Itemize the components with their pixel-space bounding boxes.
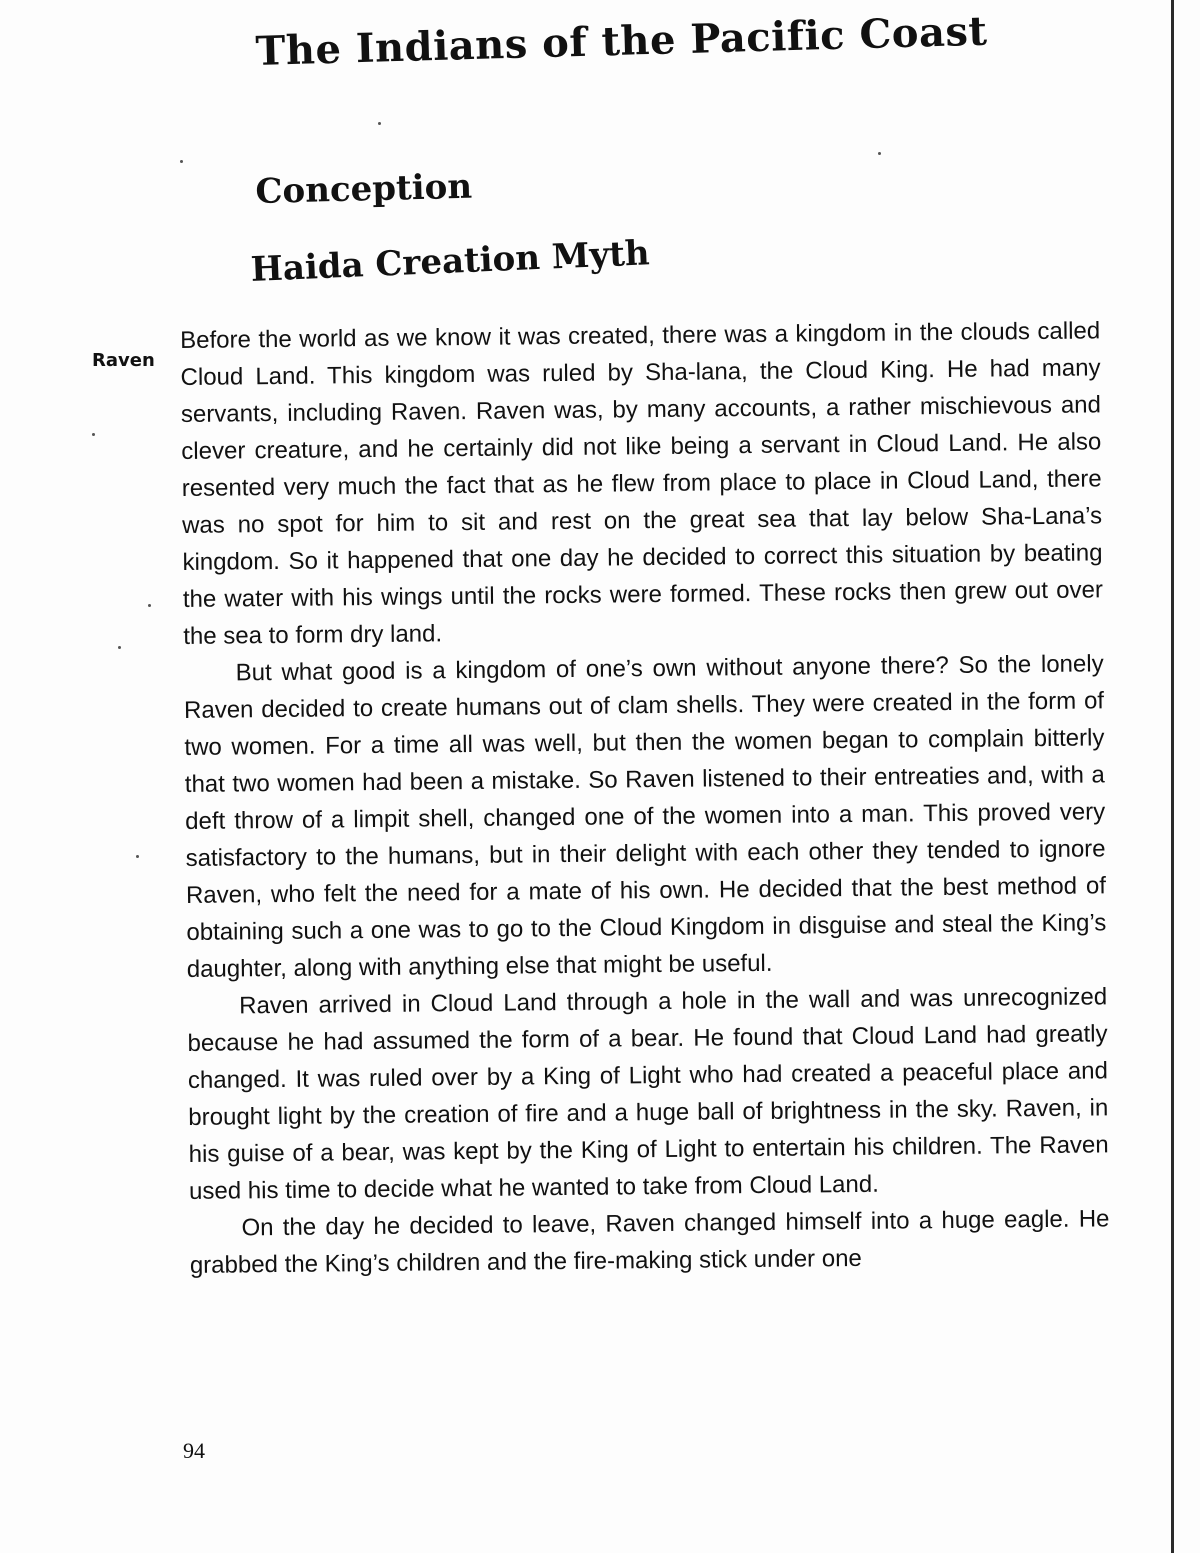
page-edge-shadow — [1171, 0, 1174, 1553]
paragraph-4: On the day he decided to leave, Raven changed himself into a huge eagle. He grabbed the King’s children and the fire-making stick under one — [189, 1205, 1110, 1279]
scan-speck — [92, 433, 95, 436]
scan-speck — [136, 855, 139, 858]
myth-title: Haida Creation Myth — [250, 233, 651, 290]
scan-speck — [378, 122, 381, 125]
scan-speck — [118, 646, 121, 649]
scan-speck — [878, 152, 881, 155]
scan-speck — [180, 160, 183, 163]
paragraph-1: Before the world as we know it was created, there was a kingdom in the clouds called Cloud Land. This kingdom was ruled by Sha-lana, the Cloud King. He had many servants, including Raven. Raven was, by many accounts, a rather mischievous and clever creature, and he certainly did not like being a servant in Cloud Land. He also resented very much the fact that as he flew from place to place in Cloud Land, there was no spot for him to sit and rest on the great sea that lay below Sha-Lana’s kingdom. So it happened that one day he decided to correct this situation by beating the water with his wings until the rocks were formed. These rocks then grew out over the sea to form dry land. — [180, 317, 1103, 650]
story-body — [180, 312, 1110, 1284]
section-title: Conception — [255, 166, 473, 212]
paragraph-3: Raven arrived in Cloud Land through a hole in the wall and was unrecognized because he had assumed the form of a bear. He found that Cloud Land had greatly changed. It was ruled over by a King of Light who had created a peaceful place and brought light by the creation of fire and a huge ball of brightness in the sky. Raven, in his guise of a bear, was kept by the King of Light to entertain his children. The Raven used his time to decide what he wanted to take from Cloud Land. — [187, 983, 1109, 1205]
running-head: The Indians of the Pacific Coast — [255, 7, 988, 75]
paragraph-2: But what good is a kingdom of one’s own without anyone there? So the lonely Raven decided to create humans out of clam shells. They were created in the form of two women. For a time all was well, but then the women began to complain bitterly that two women had been a mistake. So Raven listened to their entreaties and, with a deft throw of a limpit shell, changed one of the women into a man. This proved very satisfactory to the humans, but in their delight with each other they tended to ignore Raven, who felt the need for a mate of his own. He decided that the best method of obtaining such a one was to go to the Cloud Kingdom in disguise and steal the King’s daughter, along with anything else that might be useful. — [183, 650, 1107, 983]
scan-speck — [148, 604, 151, 607]
page-number: 94 — [183, 1438, 205, 1463]
speaker-label: Raven — [92, 350, 155, 371]
